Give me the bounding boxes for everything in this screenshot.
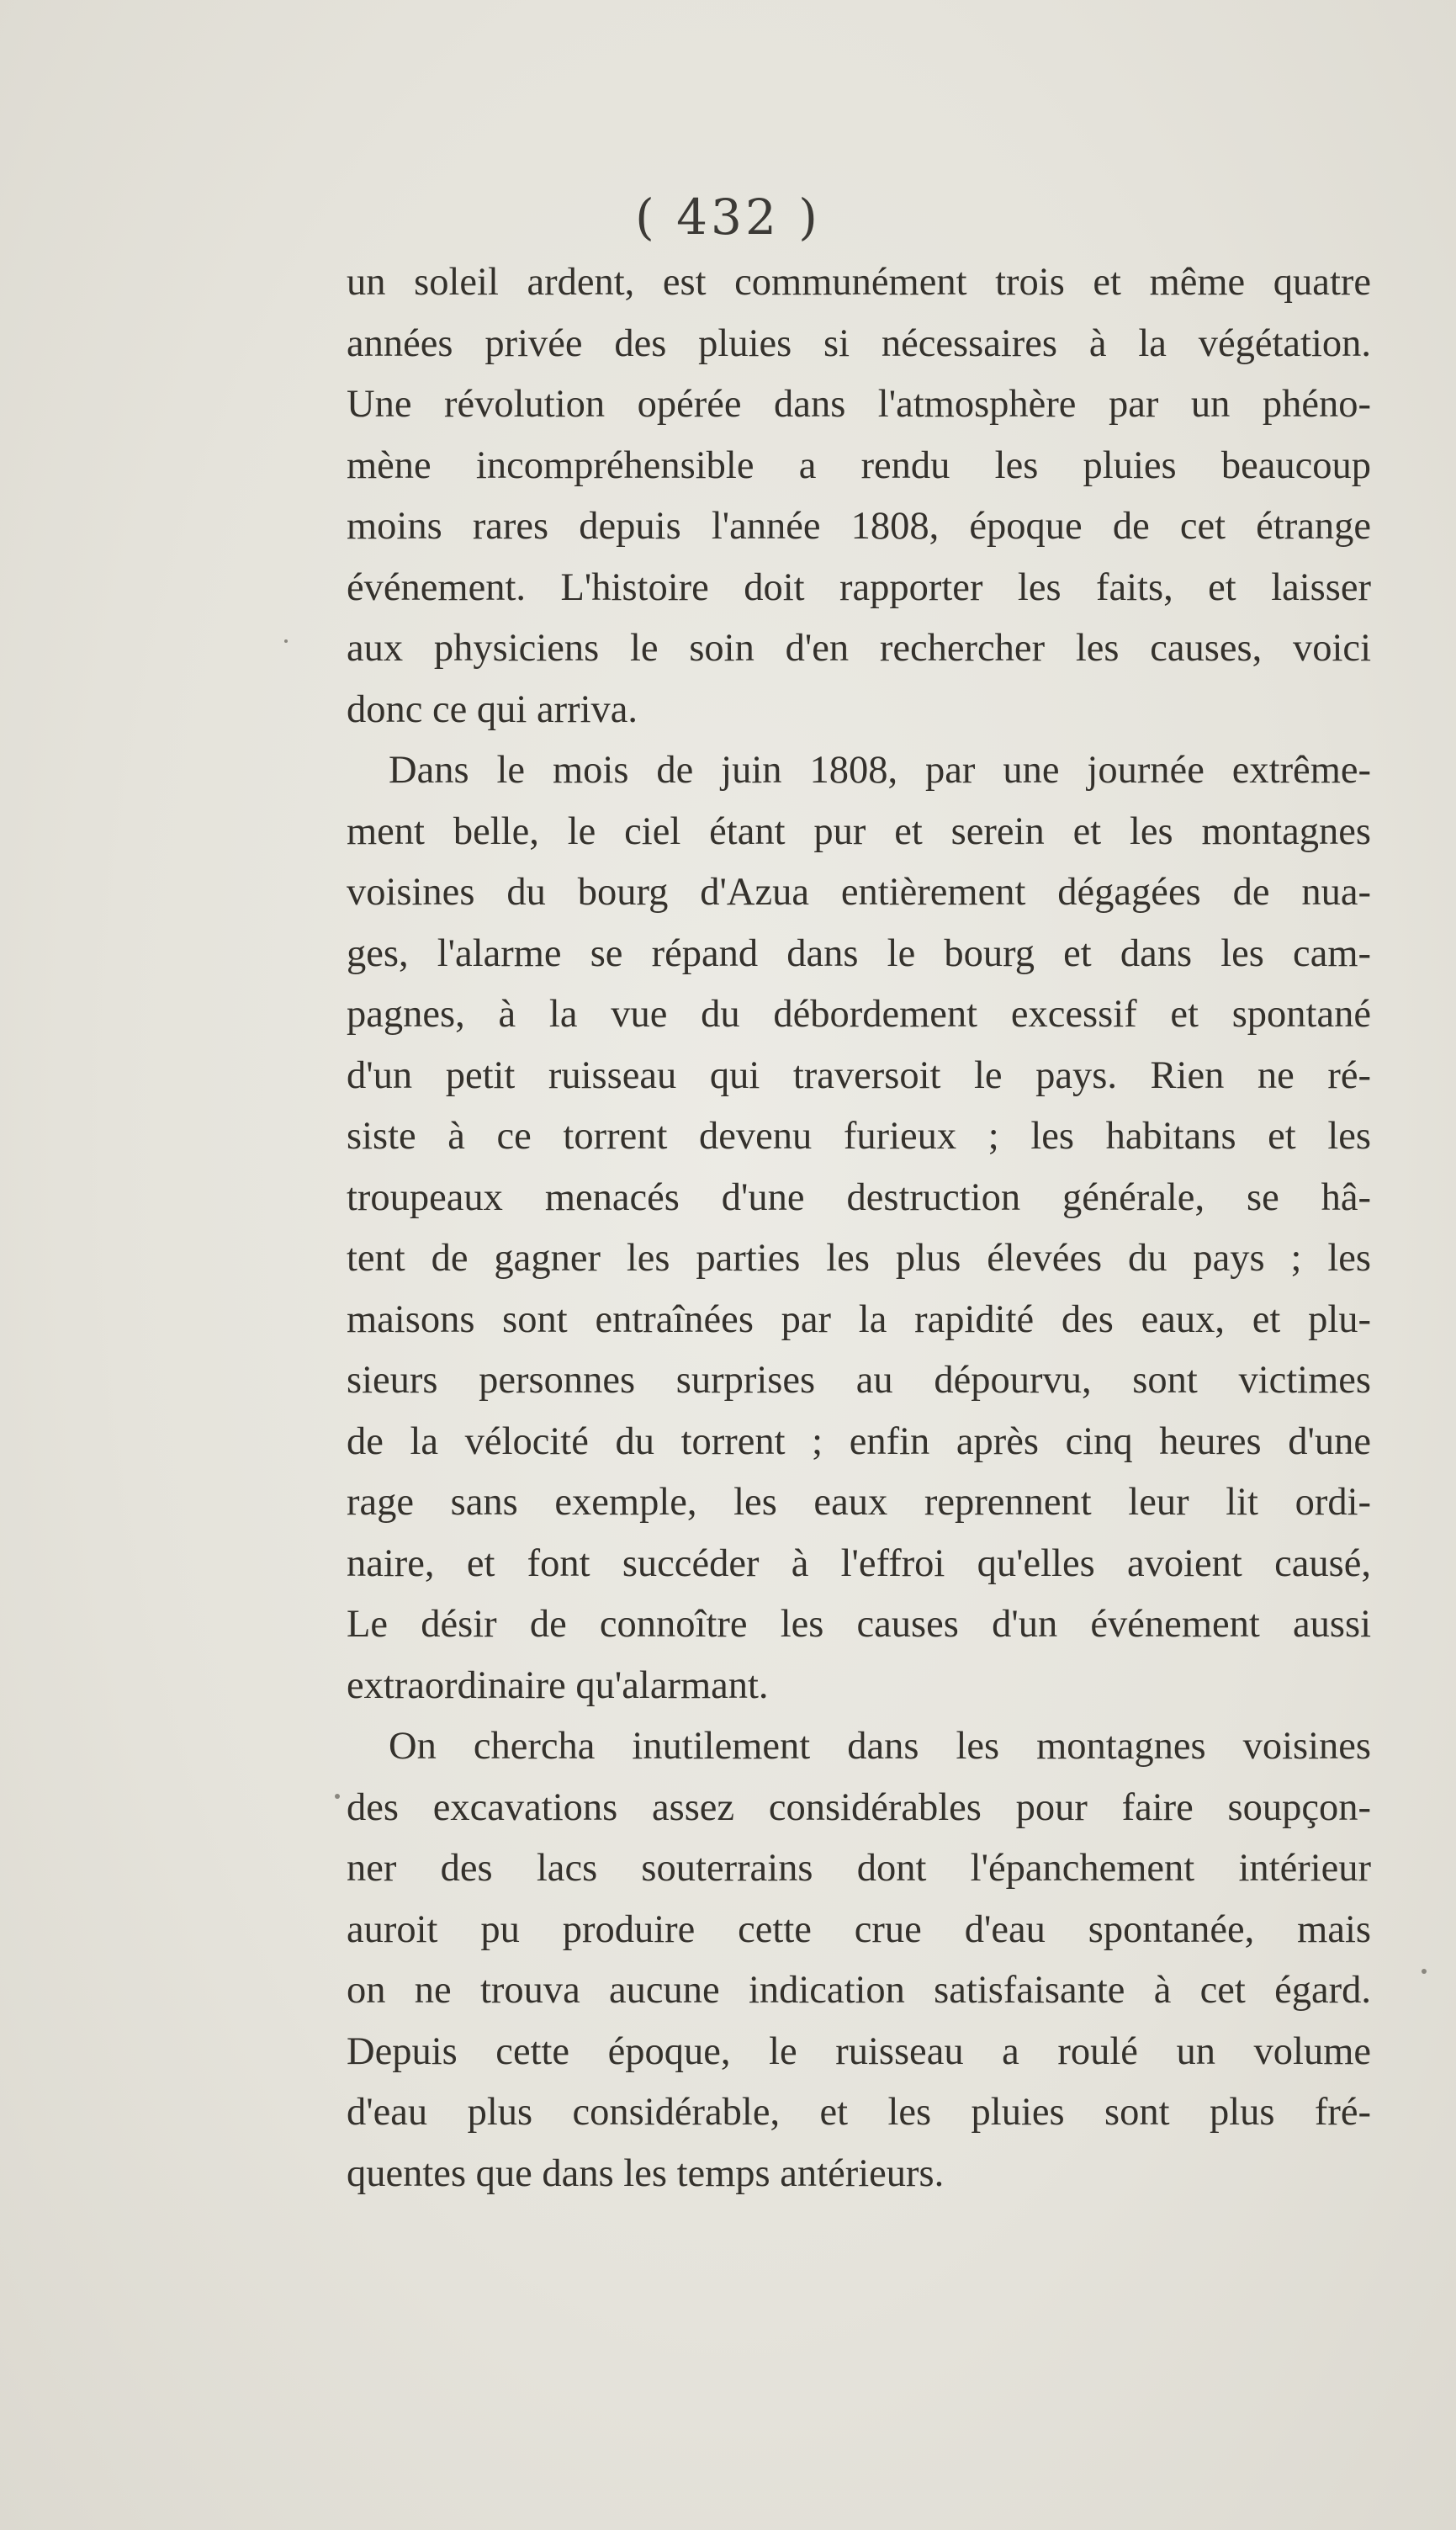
text-line: On chercha inutilement dans les montagnes voisines — [389, 1725, 1371, 1768]
text-line: naire, et font succéder à l'effroi qu'elles avoient causé, — [347, 1541, 1371, 1585]
text-line: d'eau plus considérable, et les pluies sont plus fré- — [347, 2091, 1371, 2134]
body-text — [347, 252, 1371, 2204]
text-line: Une révolution opérée dans l'atmosphère par un phéno- — [347, 383, 1371, 426]
text-line: donc ce qui arriva. — [347, 687, 638, 731]
text-line: années privée des pluies si nécessaires à la végétation. — [347, 321, 1371, 365]
page-number: ( 432 ) — [635, 188, 821, 246]
text-line: ges, l'alarme se répand dans le bourg et dans les cam- — [347, 931, 1371, 975]
text-line: aux physiciens le soin d'en rechercher les causes, voici — [347, 627, 1371, 670]
text-line: pagnes, à la vue du débordement excessif et spontané — [347, 993, 1371, 1036]
text-line: maisons sont entraînées par la rapidité des eaux, et plu- — [347, 1297, 1371, 1341]
text-line: troupeaux menacés d'une destruction générale, se hâ- — [347, 1175, 1371, 1219]
text-line: Dans le mois de juin 1808, par une journée extrême- — [389, 749, 1371, 792]
text-line: un soleil ardent, est communément trois et même quatre — [347, 261, 1371, 304]
paper-speck — [1422, 1969, 1427, 1974]
text-line: Depuis cette époque, le ruisseau a roulé un volume — [347, 2029, 1371, 2073]
paragraph — [347, 740, 1371, 1716]
text-line: moins rares depuis l'année 1808, époque de cet étrange — [347, 505, 1371, 548]
text-line: ment belle, le ciel étant pur et serein et les montagnes — [347, 809, 1371, 853]
paragraph — [347, 252, 1371, 740]
text-line: siste à ce torrent devenu furieux ; les habitans et les — [347, 1115, 1371, 1158]
text-line: tent de gagner les parties les plus élevées du pays ; les — [347, 1237, 1371, 1280]
text-line: on ne trouva aucune indication satisfaisante à cet égard. — [347, 1969, 1371, 2012]
text-line: événement. L'histoire doit rapporter les faits, et laisser — [347, 565, 1371, 609]
text-line: des excavations assez considérables pour faire soupçon- — [347, 1785, 1371, 1829]
text-line: Le désir de connoître les causes d'un événement aussi — [347, 1603, 1371, 1646]
text-line: ner des lacs souterrains dont l'épanchement intérieur — [347, 1847, 1371, 1890]
paper-speck — [284, 639, 288, 643]
text-line: sieurs personnes surprises au dépourvu, sont victimes — [347, 1359, 1371, 1402]
text-line: voisines du bourg d'Azua entièrement dégagées de nua- — [347, 871, 1371, 914]
text-line: auroit pu produire cette crue d'eau spontanée, mais — [347, 1907, 1371, 1951]
text-line: rage sans exemple, les eaux reprennent leur lit ordi- — [347, 1481, 1371, 1524]
text-line: de la vélocité du torrent ; enfin après cinq heures d'une — [347, 1419, 1371, 1463]
text-line: d'un petit ruisseau qui traversoit le pays. Rien ne ré- — [347, 1053, 1371, 1097]
text-line: extraordinaire qu'alarmant. — [347, 1663, 769, 1707]
text-line: mène incompréhensible a rendu les pluies beaucoup — [347, 443, 1371, 487]
paper-speck — [335, 1794, 340, 1799]
paragraph — [347, 1716, 1371, 2204]
text-line: quentes que dans les temps antérieurs. — [347, 2151, 945, 2195]
